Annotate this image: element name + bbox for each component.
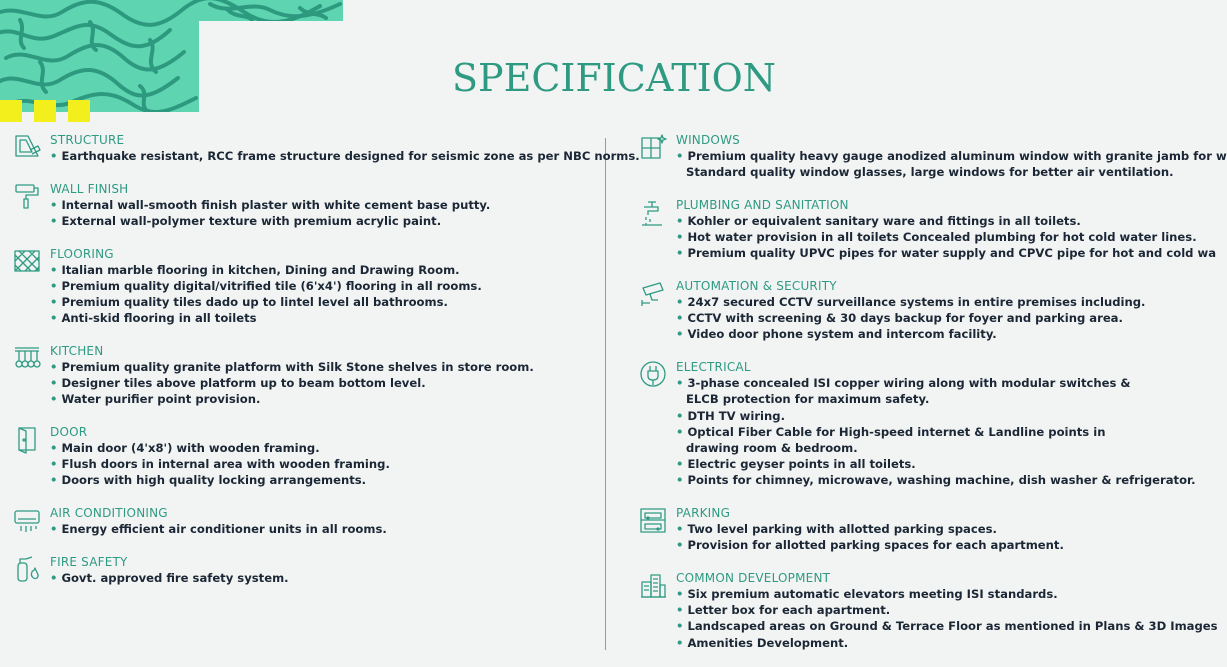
spec-item xyxy=(676,440,1178,456)
spec-section-kitchen xyxy=(12,343,602,408)
spec-item-text: Designer tiles above platform up to beam bottom level. xyxy=(61,376,426,391)
bullet-icon: • xyxy=(676,213,688,228)
section-heading: DOOR xyxy=(50,425,88,440)
bullet-icon: • xyxy=(50,441,62,456)
maze-pattern-corner xyxy=(0,0,345,115)
spec-list xyxy=(50,521,602,537)
spec-section-wall-finish xyxy=(12,181,602,229)
bullet-icon: • xyxy=(676,295,688,310)
bullet-icon: • xyxy=(50,149,62,163)
spec-item-text: Hot water provision in all toilets Concealed plumbing for hot cold water lines. xyxy=(687,230,1197,245)
electric-plug-icon xyxy=(638,359,668,389)
spec-section-structure xyxy=(12,132,640,164)
section-heading: ELECTRICAL xyxy=(676,360,751,375)
spec-item-text: Video door phone system and intercom facility. xyxy=(687,327,997,342)
spec-list xyxy=(50,148,640,164)
spec-item xyxy=(676,408,1178,424)
bullet-icon: • xyxy=(50,457,62,472)
spec-item-text: Water purifier point provision. xyxy=(61,392,261,407)
spec-list xyxy=(676,213,1217,262)
spec-item xyxy=(676,326,1178,342)
spec-section-door xyxy=(12,424,602,489)
spec-item-text: DTH TV wiring. xyxy=(687,408,785,423)
section-heading: FIRE SAFETY xyxy=(50,554,128,569)
section-heading: FLOORING xyxy=(50,246,114,261)
spec-item-text: Standard quality window glasses, large windows for better air ventilation. xyxy=(686,165,1174,180)
yellow-square xyxy=(68,100,90,122)
bullet-icon: • xyxy=(676,603,688,618)
spec-item xyxy=(676,472,1196,488)
spec-item xyxy=(676,602,1178,618)
spec-section-flooring xyxy=(12,246,602,327)
bullet-icon: • xyxy=(50,295,62,310)
spec-item-text: Italian marble flooring in kitchen, Dining and Drawing Room. xyxy=(61,262,460,277)
section-heading: WALL FINISH xyxy=(50,181,129,196)
spec-item xyxy=(50,521,602,537)
spec-item-text: Premium quality granite platform with Silk Stone shelves in store room. xyxy=(61,359,534,374)
spec-item-text: Premium quality digital/vitrified tile (6'x4') flooring in all rooms. xyxy=(61,278,482,293)
spec-item-text: Amenities Development. xyxy=(687,635,849,650)
bullet-icon: • xyxy=(50,570,62,585)
spec-list xyxy=(50,570,602,586)
yellow-square xyxy=(34,100,56,122)
bullet-icon: • xyxy=(50,213,62,228)
spec-item-text: Earthquake resistant, RCC frame structure designed for seismic zone as per NBC norms. xyxy=(61,149,640,163)
spec-section-plumbing-and-sanitation xyxy=(638,197,1217,262)
spec-item xyxy=(676,537,1178,553)
air-conditioner-icon xyxy=(12,505,42,535)
bullet-icon: • xyxy=(676,457,688,472)
bullet-icon: • xyxy=(676,538,688,553)
spec-item-text: CCTV with screening & 30 days backup for foyer and parking area. xyxy=(687,311,1123,326)
section-heading: WINDOWS xyxy=(676,133,740,147)
section-heading: STRUCTURE xyxy=(50,133,125,147)
spec-item xyxy=(676,245,1217,261)
section-heading: AUTOMATION & SECURITY xyxy=(676,279,837,294)
spec-section-electrical xyxy=(638,359,1196,488)
spec-item-text: Two level parking with allotted parking spaces. xyxy=(687,522,997,537)
spec-item xyxy=(676,586,1178,602)
paint-roller-icon xyxy=(12,181,42,211)
bullet-icon: • xyxy=(676,246,688,261)
spec-item-text: ELCB protection for maximum safety. xyxy=(686,392,930,407)
bullet-icon: • xyxy=(676,424,688,439)
spec-item-text: drawing room & bedroom. xyxy=(686,440,858,455)
column-divider xyxy=(605,138,606,650)
spec-item xyxy=(50,472,602,488)
spec-item xyxy=(676,164,1178,180)
spec-list xyxy=(676,294,1178,343)
bullet-icon: • xyxy=(50,311,62,326)
section-heading: PLUMBING AND SANITATION xyxy=(676,197,849,212)
bullet-icon: • xyxy=(50,262,62,277)
buildings-icon xyxy=(638,570,668,600)
bullet-icon: • xyxy=(50,376,62,391)
spec-item-text: 3-phase concealed ISI copper wiring along with modular switches & xyxy=(687,376,1131,391)
spec-item xyxy=(50,440,602,456)
spec-item-text: Anti-skid flooring in all toilets xyxy=(61,311,257,326)
spec-item-text: Kohler or equivalent sanitary ware and fittings in all toilets. xyxy=(687,213,1081,228)
cctv-camera-icon xyxy=(638,278,668,308)
right-column xyxy=(638,132,1227,667)
spec-section-windows xyxy=(638,132,1227,180)
spec-item xyxy=(50,375,602,391)
spec-list xyxy=(50,440,602,489)
spec-item xyxy=(676,456,1178,472)
bullet-icon: • xyxy=(676,522,688,537)
spec-item-text: External wall-polymer texture with premium acrylic paint. xyxy=(61,213,442,228)
spec-item-text: Points for chimney, microwave, washing machine, dish washer & refrigerator. xyxy=(687,473,1196,488)
spec-item xyxy=(676,391,1178,407)
section-heading: PARKING xyxy=(676,506,731,521)
bullet-icon: • xyxy=(676,149,688,163)
faucet-icon xyxy=(638,197,668,227)
bullet-icon: • xyxy=(50,522,62,537)
spec-item xyxy=(50,294,602,310)
parking-garage-icon xyxy=(638,505,668,535)
spec-item xyxy=(50,197,602,213)
page-title: SPECIFICATION xyxy=(452,56,777,100)
bullet-icon: • xyxy=(676,376,688,391)
bullet-icon: • xyxy=(50,278,62,293)
spec-list xyxy=(676,375,1196,488)
bullet-icon: • xyxy=(50,359,62,374)
window-icon xyxy=(638,132,668,162)
bullet-icon: • xyxy=(676,619,688,634)
bullet-icon: • xyxy=(676,311,688,326)
section-heading: KITCHEN xyxy=(50,343,104,358)
spec-section-common-development xyxy=(638,570,1218,651)
spec-item-text: Internal wall-smooth finish plaster with white cement base putty. xyxy=(61,197,491,212)
door-icon xyxy=(12,424,42,454)
spec-item xyxy=(676,294,1178,310)
spec-item-text: 24x7 secured CCTV surveillance systems in entire premises including. xyxy=(687,295,1146,310)
spec-item xyxy=(50,359,602,375)
spec-item-text: Doors with high quality locking arrangements. xyxy=(61,473,367,488)
spec-item-text: Govt. approved fire safety system. xyxy=(61,570,289,585)
spec-section-fire-safety xyxy=(12,554,602,586)
spec-list xyxy=(676,586,1218,651)
spec-section-parking xyxy=(638,505,1178,553)
spec-item xyxy=(676,229,1197,245)
kitchen-utensils-icon xyxy=(12,343,42,373)
spec-item xyxy=(50,570,602,586)
bullet-icon: • xyxy=(50,392,62,407)
section-heading: COMMON DEVELOPMENT xyxy=(676,570,831,585)
spec-item-text: Energy efficient air conditioner units in all rooms. xyxy=(61,522,387,537)
bullet-icon: • xyxy=(676,635,688,650)
bullet-icon: • xyxy=(676,586,688,601)
spec-item xyxy=(50,456,602,472)
fire-extinguisher-icon xyxy=(12,554,42,584)
spec-item xyxy=(50,278,602,294)
spec-section-automation-security xyxy=(638,278,1178,343)
blueprint-icon xyxy=(12,132,42,162)
spec-item xyxy=(676,310,1178,326)
spec-item xyxy=(676,148,1227,164)
floor-tiles-icon xyxy=(12,246,42,276)
bullet-icon: • xyxy=(676,230,688,245)
spec-item xyxy=(676,521,1178,537)
spec-item xyxy=(676,424,1178,440)
spec-list xyxy=(50,197,602,229)
spec-item xyxy=(676,213,1178,229)
spec-item-text: Premium quality tiles dado up to lintel level all bathrooms. xyxy=(61,295,448,310)
spec-list xyxy=(50,262,602,327)
yellow-squares xyxy=(0,100,102,122)
spec-item xyxy=(50,262,602,278)
spec-list xyxy=(676,148,1227,180)
bullet-icon: • xyxy=(50,197,62,212)
spec-item-text: Flush doors in internal area with wooden framing. xyxy=(61,457,390,472)
spec-item-text: Optical Fiber Cable for High-speed internet & Landline points in xyxy=(687,424,1106,439)
spec-item xyxy=(50,310,602,326)
section-heading: AIR CONDITIONING xyxy=(50,506,168,521)
spec-item-text: Landscaped areas on Ground & Terrace Floor as mentioned in Plans & 3D Images xyxy=(687,619,1218,634)
spec-item xyxy=(50,148,640,164)
spec-item xyxy=(676,635,1178,651)
spec-item-text: Premium quality UPVC pipes for water supply and CPVC pipe for hot and cold wa xyxy=(687,246,1217,261)
spec-item-text: Letter box for each apartment. xyxy=(687,603,891,618)
bullet-icon: • xyxy=(676,327,688,342)
spec-item-text: Electric geyser points in all toilets. xyxy=(687,457,916,472)
spec-list xyxy=(676,521,1178,553)
spec-list xyxy=(50,359,602,408)
spec-item xyxy=(50,213,602,229)
spec-item-text: Provision for allotted parking spaces for each apartment. xyxy=(687,538,1064,553)
yellow-square xyxy=(0,100,22,122)
spec-item xyxy=(676,618,1218,634)
spec-item xyxy=(676,375,1178,391)
spec-item xyxy=(50,391,602,407)
left-column xyxy=(12,132,640,603)
spec-item-text: Main door (4'x8') with wooden framing. xyxy=(61,441,320,456)
bullet-icon: • xyxy=(50,473,62,488)
spec-section-air-conditioning xyxy=(12,505,602,537)
spec-item-text: Six premium automatic elevators meeting ISI standards. xyxy=(687,586,1058,601)
bullet-icon: • xyxy=(676,408,688,423)
bullet-icon: • xyxy=(676,473,688,488)
spec-item-text: Premium quality heavy gauge anodized aluminum window with granite jamb for w xyxy=(687,149,1227,163)
